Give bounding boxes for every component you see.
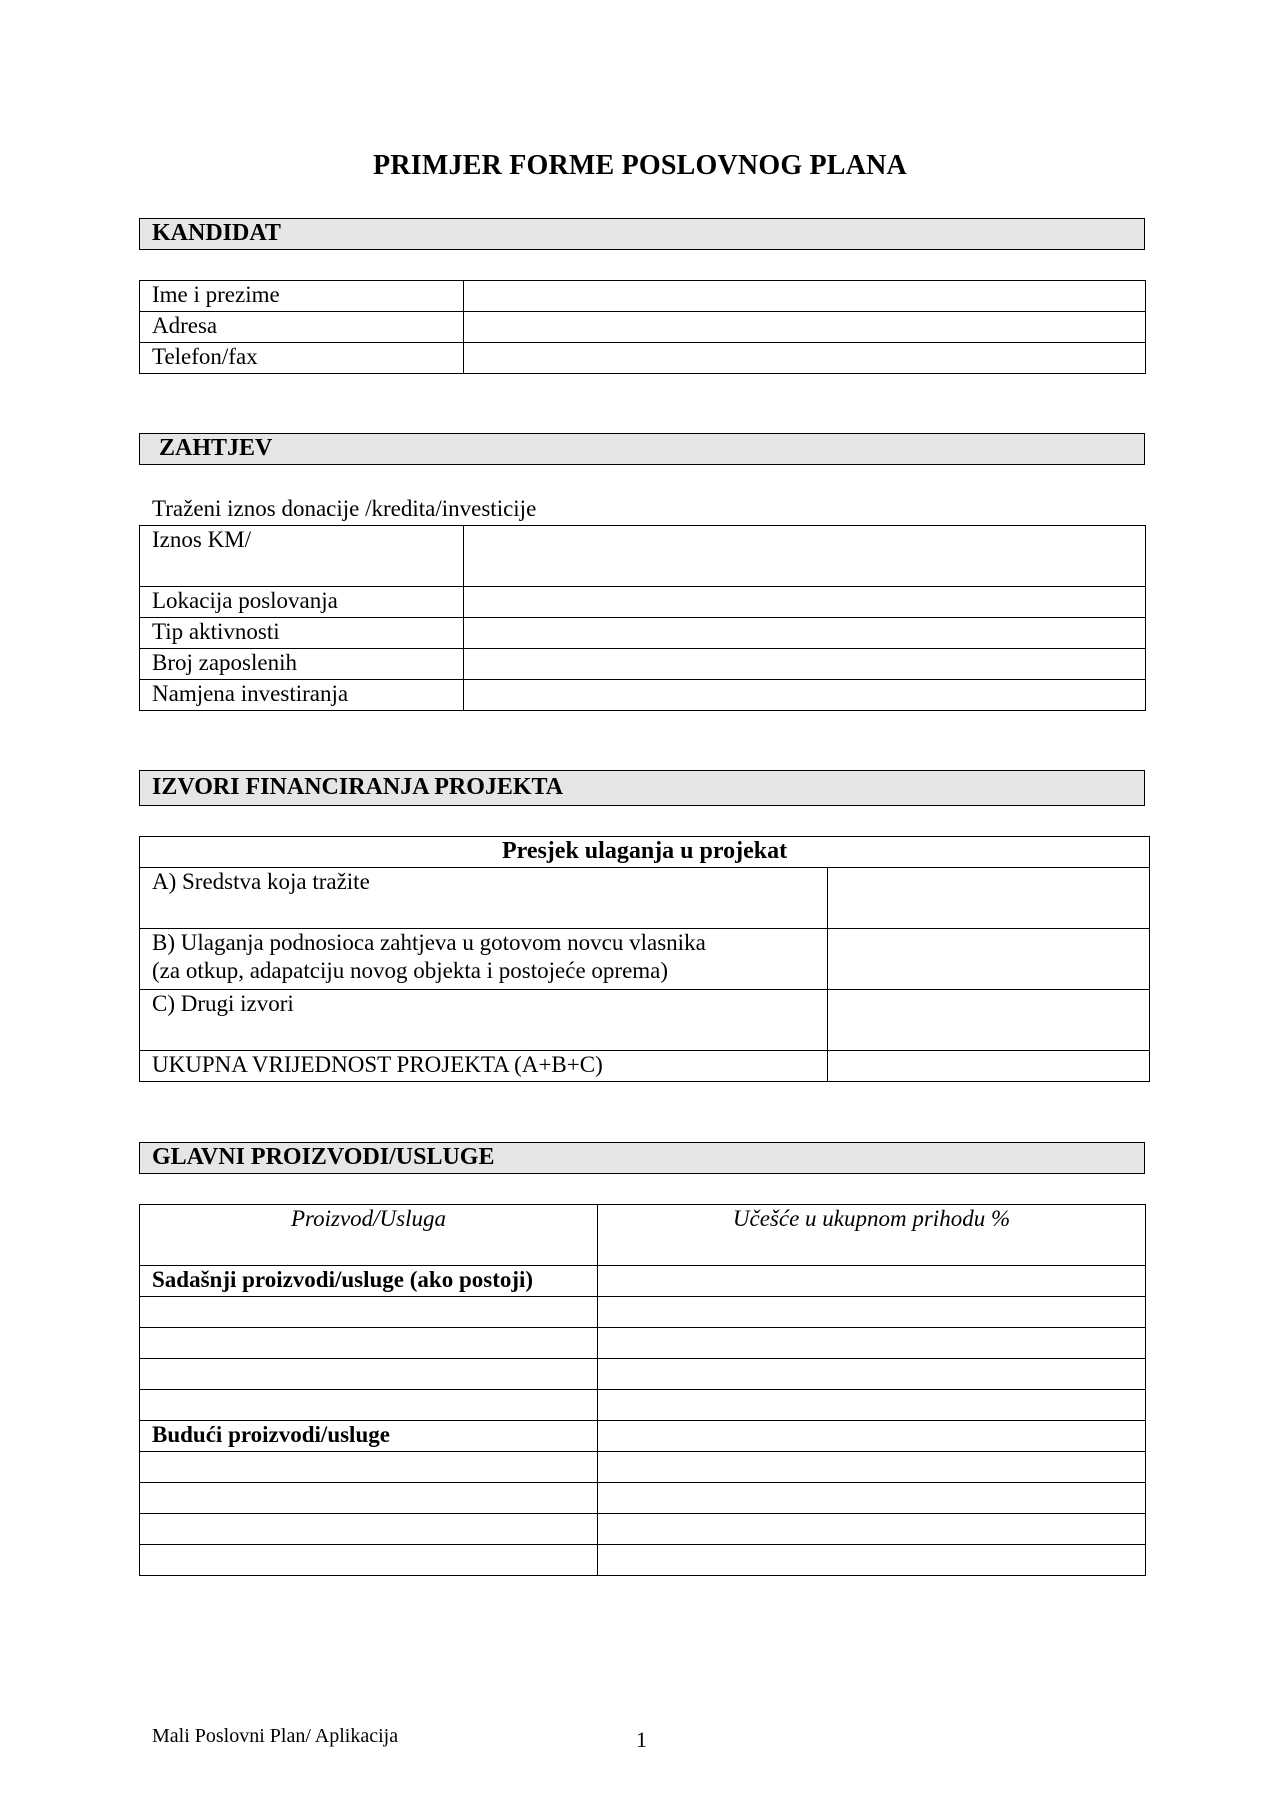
proizvodi-future-row-share[interactable]	[598, 1514, 1146, 1545]
zahtjev-label-purpose: Namjena investiranja	[140, 680, 464, 711]
proizvodi-current-row[interactable]	[140, 1390, 598, 1421]
zahtjev-field-purpose[interactable]	[464, 680, 1146, 711]
kandidat-field-phone[interactable]	[464, 343, 1146, 374]
izvori-label-c: C) Drugi izvori	[140, 990, 828, 1051]
zahtjev-label-activity: Tip aktivnosti	[140, 618, 464, 649]
zahtjev-field-activity[interactable]	[464, 618, 1146, 649]
proizvodi-col-header-product: Proizvod/Usluga	[140, 1205, 598, 1266]
izvori-label-b-line1: B) Ulaganja podnosioca zahtjeva u gotovom novcu vlasnika	[152, 930, 706, 955]
proizvodi-col-header-share: Učešće u ukupnom prihodu %	[598, 1205, 1146, 1266]
proizvodi-future-row[interactable]	[140, 1452, 598, 1483]
proizvodi-current-row-share[interactable]	[598, 1390, 1146, 1421]
kandidat-field-address[interactable]	[464, 312, 1146, 343]
section-header-izvori: IZVORI FINANCIRANJA PROJEKTA	[139, 770, 1145, 806]
proizvodi-future-share[interactable]	[598, 1421, 1146, 1452]
section-header-kandidat: KANDIDAT	[139, 218, 1145, 250]
izvori-label-a: A) Sredstva koja tražite	[140, 868, 828, 929]
izvori-label-total: UKUPNA VRIJEDNOST PROJEKTA (A+B+C)	[140, 1051, 828, 1082]
proizvodi-current-label: Sadašnji proizvodi/usluge (ako postoji)	[140, 1266, 598, 1297]
proizvodi-current-row-share[interactable]	[598, 1359, 1146, 1390]
proizvodi-future-row-share[interactable]	[598, 1545, 1146, 1576]
izvori-field-b[interactable]	[828, 929, 1150, 990]
izvori-label-b	[140, 929, 828, 990]
proizvodi-future-row[interactable]	[140, 1545, 598, 1576]
section-header-proizvodi: GLAVNI PROIZVODI/USLUGE	[139, 1142, 1145, 1174]
izvori-table-header: Presjek ulaganja u projekat	[140, 837, 1150, 868]
proizvodi-current-row[interactable]	[140, 1297, 598, 1328]
zahtjev-label-location: Lokacija poslovanja	[140, 587, 464, 618]
footer-text: Mali Poslovni Plan/ Aplikacija	[152, 1725, 399, 1747]
proizvodi-future-label: Budući proizvodi/usluge	[140, 1421, 598, 1452]
izvori-field-c[interactable]	[828, 990, 1150, 1051]
zahtjev-intro: Traženi iznos donacije /kredita/investicije	[152, 496, 537, 521]
zahtjev-label-amount: Iznos KM/	[140, 526, 464, 587]
kandidat-label-phone: Telefon/fax	[140, 343, 464, 374]
kandidat-label-name: Ime i prezime	[140, 281, 464, 312]
zahtjev-field-location[interactable]	[464, 587, 1146, 618]
zahtjev-field-employees[interactable]	[464, 649, 1146, 680]
zahtjev-field-amount[interactable]	[464, 526, 1146, 587]
proizvodi-table	[139, 1204, 1146, 1576]
proizvodi-future-row[interactable]	[140, 1514, 598, 1545]
zahtjev-table	[139, 525, 1146, 711]
section-header-zahtjev: ZAHTJEV	[139, 433, 1145, 465]
kandidat-table	[139, 280, 1146, 374]
izvori-field-total[interactable]	[828, 1051, 1150, 1082]
page-title: PRIMJER FORME POSLOVNOG PLANA	[373, 150, 907, 181]
kandidat-field-name[interactable]	[464, 281, 1146, 312]
proizvodi-future-row-share[interactable]	[598, 1483, 1146, 1514]
proizvodi-current-share[interactable]	[598, 1266, 1146, 1297]
proizvodi-future-row[interactable]	[140, 1483, 598, 1514]
izvori-label-b-line2: (za otkup, adapatciju novog objekta i postojeće oprema)	[152, 958, 669, 983]
proizvodi-current-row[interactable]	[140, 1328, 598, 1359]
zahtjev-label-employees: Broj zaposlenih	[140, 649, 464, 680]
proizvodi-current-row-share[interactable]	[598, 1328, 1146, 1359]
proizvodi-current-row[interactable]	[140, 1359, 598, 1390]
proizvodi-future-row-share[interactable]	[598, 1452, 1146, 1483]
page-number: 1	[636, 1727, 647, 1752]
izvori-table	[139, 836, 1150, 1082]
izvori-field-a[interactable]	[828, 868, 1150, 929]
proizvodi-current-row-share[interactable]	[598, 1297, 1146, 1328]
kandidat-label-address: Adresa	[140, 312, 464, 343]
